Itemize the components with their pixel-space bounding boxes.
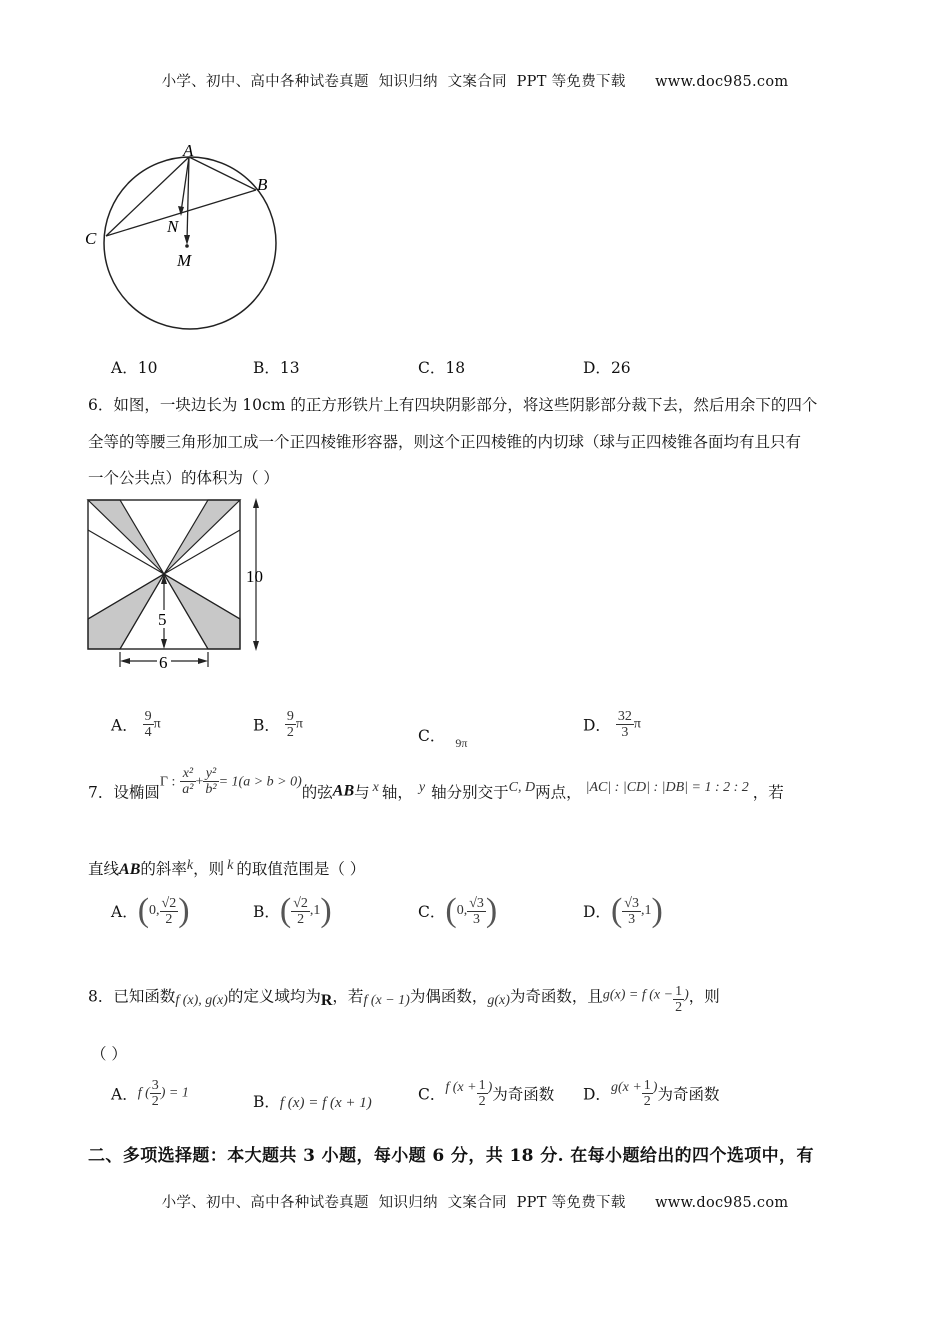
- q7-option-b[interactable]: B．( $\frac{√2}{2}$ ,1): [253, 892, 332, 929]
- q6-option-c[interactable]: C． $_{9\pi}$: [418, 727, 468, 750]
- square-figure: [80, 492, 280, 672]
- page-header: 小学、初中、高中各种试卷真题 知识归纳 文案合同 PPT 等免费下载 www.doc985.com: [161, 74, 789, 90]
- label-M: M: [177, 251, 192, 270]
- label-C: C: [85, 229, 97, 248]
- arrow-up-10: [253, 498, 259, 508]
- q6-option-d[interactable]: D． $\frac{32}{3}$ π: [583, 709, 641, 740]
- label-base: 6: [159, 653, 168, 672]
- q5-option-a[interactable]: A．10: [111, 359, 158, 377]
- arrow-down-5: [161, 639, 167, 649]
- label-side: 10: [246, 567, 263, 586]
- label-N: N: [167, 217, 179, 236]
- q8-paren: （ ）: [91, 1045, 127, 1063]
- q8-option-c[interactable]: C．f (x + $\frac{1}{2}$ )为奇函数: [418, 1078, 555, 1109]
- circle: [104, 157, 276, 329]
- arrow-AN: [178, 206, 184, 216]
- q8-option-d[interactable]: D．g(x + $\frac{1}{2}$ )为奇函数: [583, 1078, 720, 1109]
- q6-line-3: 一个公共点）的体积为（ ）: [88, 469, 279, 487]
- point-M: [185, 244, 189, 248]
- arrow-AM: [184, 235, 190, 245]
- label-B: B: [257, 175, 268, 194]
- q8-option-b[interactable]: B．f (x) = f (x + 1): [253, 1093, 372, 1111]
- q5-option-c[interactable]: C．18: [418, 359, 466, 377]
- arrow-left-6: [120, 658, 130, 664]
- circle-figure: [80, 138, 290, 338]
- q8-line-1: 8．已知函数f (x), g(x)的定义域均为R，若f (x − 1)为偶函数，g(x)为奇函数，且g(x) = f (x − $\frac{1}{2}$ )，则: [88, 984, 720, 1015]
- label-height: 5: [158, 610, 167, 629]
- q6-line-2: 全等的等腰三角形加工成一个正四棱锥形容器，则这个正四棱锥的内切球（球与正四棱锥各面均有且只有: [88, 433, 802, 451]
- arrow-right-6: [198, 658, 208, 664]
- q6-option-b[interactable]: B． $\frac{9}{2}$ π: [253, 709, 303, 740]
- q6-option-a[interactable]: A． $\frac{9}{4}$ π: [111, 709, 161, 740]
- label-A: A: [183, 141, 194, 160]
- q7-line-1: 7．设椭圆Γ : $\frac{\text{x²}}{\text{a²}}$ + $\frac{\text{y²}}{\text{b²}}$ = 1(a > b > 0)的弦AB与 x 轴， y 轴分别交于C, D两点， |AC| : |CD| : |DB| = 1 : 2 : 2 ，若: [88, 766, 784, 802]
- q7-option-a[interactable]: A．(0, $\frac{√2}{2}$ ): [111, 892, 190, 929]
- q7-option-c[interactable]: C．(0, $\frac{√3}{3}$ ): [418, 892, 498, 929]
- page-footer: 小学、初中、高中各种试卷真题 知识归纳 文案合同 PPT 等免费下载 www.doc985.com: [161, 1195, 789, 1211]
- segment-AB: [189, 157, 256, 190]
- q5-option-d[interactable]: D．26: [583, 359, 631, 377]
- q8-option-a[interactable]: A．f ( $\frac{3}{2}$ ) = 1: [111, 1078, 189, 1109]
- arrow-down-10: [253, 641, 259, 651]
- section-2-heading: 二、多项选择题：本大题共 3 小题，每小题 6 分，共 18 分. 在每小题给出的四个选项中，有: [88, 1146, 814, 1166]
- q6-line-1: 6．如图，一块边长为 10cm 的正方形铁片上有四块阴影部分，将这些阴影部分裁下去，然后用余下的四个: [88, 396, 818, 414]
- q7-line-2: 直线AB的斜率k，则 k 的取值范围是（ ）: [88, 858, 366, 878]
- q5-option-b[interactable]: B．13: [253, 359, 300, 377]
- q7-option-d[interactable]: D．( $\frac{√3}{3}$ ,1): [583, 892, 663, 929]
